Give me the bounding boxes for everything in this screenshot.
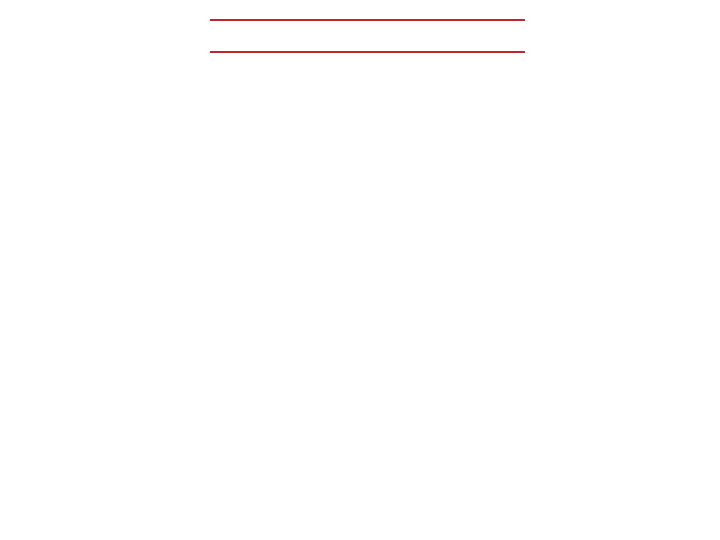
gene-linear-map [210, 19, 525, 53]
